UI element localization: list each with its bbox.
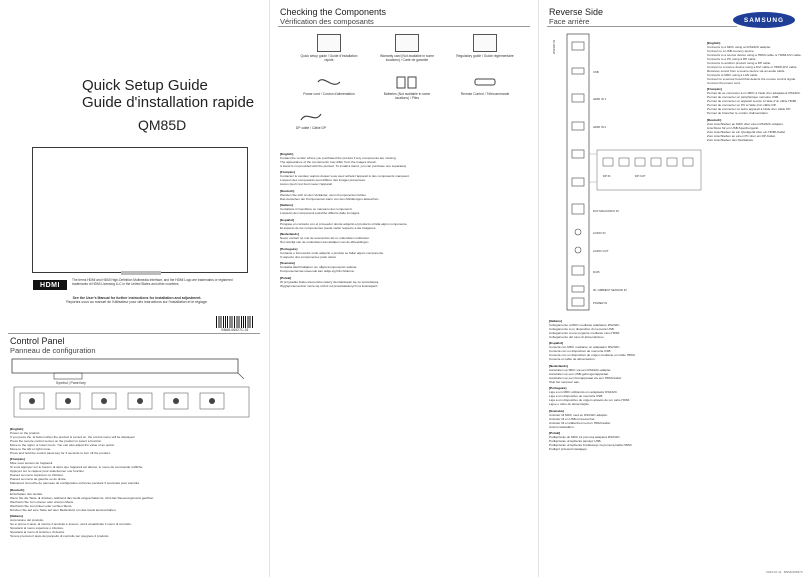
instruction-line: A stand is not provided with the product. To install a stand, you can purchase one separately. (280, 163, 407, 168)
model-name: QM85D (138, 117, 187, 133)
instruction-line: Connect the power cord. (707, 80, 741, 85)
instruction-line: Podłączanie urządzenia źródłowego za pomocą kabla HDMI. (549, 443, 633, 447)
language-heading: [Deutsch] (280, 188, 295, 193)
barcode-bars (216, 316, 254, 328)
port-label: HDMI IN 1 (593, 97, 607, 101)
instruction-line: Contact the vendor where you purchased the product if any components are missing. (280, 155, 397, 160)
component-regulatory-guide (456, 34, 514, 58)
control-panel-diagram (8, 357, 258, 423)
instruction-line: Einschalten des Geräts. (10, 491, 43, 496)
instruction-line: W przypadku braku elementów należy skontaktować się ze sprzedawcą. (280, 279, 380, 284)
components-heading (280, 7, 386, 26)
instruction-line: Zum Anschließen an einen PC über ein DP-Kabel. (707, 133, 776, 138)
components-text (280, 149, 530, 288)
instruction-line: Podłączanie urządzenia pamięci USB. (549, 439, 602, 443)
instruction-line: Wenden Sie sich an den Verkäufer, wenn Komponenten fehlen. (280, 192, 367, 197)
instruction-line: Wechseln Sie zum oberen oder unteren Menü. (10, 499, 74, 504)
instruction-line: Connects to a source device using a HDMI cable or HDMI-DVI cable. (707, 52, 802, 57)
instruction-line: Connects to MDC using a LAN cable. (707, 72, 759, 77)
language-heading: [Français] (707, 87, 722, 91)
instruction-line: O aspecto dos componentes pode variar. (280, 254, 337, 259)
language-heading: [English] (707, 40, 721, 45)
instruction-line: Passez au menu de gauche ou de droite. (10, 477, 67, 481)
section-divider (547, 26, 737, 27)
manual-notice-en: See the User's Manual for further instructions for installation and adjustment. (72, 296, 202, 300)
language-heading: [Italiano] (549, 318, 562, 323)
instruction-line: Sluit het netsnoer aan. (549, 379, 580, 384)
instruction-line: Appuyez sur le capteur pour sélectionner une fonction. (10, 469, 85, 473)
instruction-line: Liga a um dispositivo de memória USB. (549, 394, 604, 398)
port-label: HDMI IN 2 (593, 125, 607, 129)
instruction-line: Connect to a source device using a DVI cable or HDMI-DVI cable. (707, 64, 798, 69)
language-heading: [Polski] (549, 431, 561, 435)
instruction-line: Conecta con un dispositivo de memoria USB. (549, 349, 612, 353)
instruction-line: Mise sous tension de l'appareil. (10, 461, 54, 465)
instruction-line: Conecta con un dispositivo de origen mediante un cable HDMI. (549, 353, 636, 357)
instruction-line: Press the remote control sensor on the product to select a function. (10, 438, 103, 443)
instruction-line: Drücken Sie auf eine Taste auf dem Bedienfeld, um das Gerät auszuschalten. (10, 507, 117, 512)
component-power-cord (300, 74, 358, 96)
rear-ports-diagram (545, 32, 703, 312)
instruction-line: Se si preme il tasto ◄ mentre il prodotto è acceso, verrà visualizzato il menu di controllo. (10, 522, 132, 526)
control-panel-title-fr: Panneau de configuration (10, 346, 96, 355)
reverse-side-text-bottom (549, 316, 803, 451)
instruction-line: Connects to a MDC using an RS232C adapter. (707, 44, 772, 49)
component-label: Warranty card (Not available in some locations) / Carte de garantie (379, 54, 435, 62)
instruction-line: Wygląd elementów może się różnić od przedstawionych na ilustracjach. (280, 283, 379, 288)
manual-notice (22, 296, 252, 305)
language-heading: [Nederlands] (280, 232, 299, 236)
instruction-line: Das Aussehen der Komponenten kann von den Abbildungen abweichen. (280, 196, 380, 201)
instruction-line: Het uiterlijk van de onderdelen kan afwijken van de afbeeldingen. (280, 240, 370, 244)
instruction-line: Contattare il rivenditore se mancano dei componenti. (280, 207, 353, 211)
component-label: Regulatory guide / Guide réglementaire (456, 54, 514, 58)
language-heading: [Português] (549, 386, 567, 390)
components-title-en: Checking the Components (280, 7, 387, 17)
language-heading: [English] (280, 151, 294, 156)
instruction-line: Póngase en contacto con el proveedor donde adquirió el producto si falta algún componente. (280, 221, 408, 226)
instruction-line: Aansluiten op een USB-geheugenapparaat. (549, 371, 609, 376)
instruction-line: El aspecto de los componentes puede variar respecto a las imágenes. (280, 225, 377, 230)
instruction-line: Podłączanie do MDC za pomocą adaptera RS232C. (549, 435, 621, 439)
instruction-line: Zum Anschließen an MDC über einen RS232C-Adapter. (707, 121, 784, 126)
language-heading: [Español] (549, 341, 564, 345)
components-panel (269, 0, 538, 577)
cover-panel (0, 0, 268, 577)
instruction-line: Aansluiten op MDC via een RS232C-adapter. (549, 367, 612, 372)
instruction-line: Connects to another product using a DP cable. (707, 60, 772, 65)
port-label: RJ45 (593, 270, 600, 274)
port-label: DP OUT (635, 174, 646, 178)
port-label: RS232C IN (552, 39, 556, 54)
port-label: POWER IN (593, 301, 608, 305)
component-label: Power cord / Cordon d'alimentation (303, 92, 355, 96)
language-heading: [Français] (10, 457, 25, 461)
instruction-line: Zum Anschließen des Netzkabels. (707, 137, 754, 142)
instruction-line: Conecte el cable de alimentación. (549, 357, 596, 361)
language-heading: [Français] (280, 170, 295, 174)
instruction-line: Anschluss für ein USB-Speichergerät. (707, 125, 759, 130)
instruction-line: Aucun pied n'est fourni avec l'appareil. (280, 182, 333, 186)
instruction-line: Ansluter till en källenhet med en HDMI-kabel. (549, 420, 611, 425)
instruction-line: Tenere premuto il tasto del pannello di controllo per spegnere il prodotto. (10, 534, 110, 538)
instruction-line: Liga a um dispositivo de origem através de um cabo HDMI. (549, 398, 631, 402)
instruction-line: The appearance of the components may differ from the images shown. (280, 159, 377, 164)
footer-code: 2016-07-11 · BN68-06527C (766, 570, 803, 574)
port-label: USB (593, 70, 599, 74)
hdmi-logo: HDMI (33, 280, 67, 290)
brand-logo: SAMSUNG (733, 12, 795, 28)
language-heading: [Svenska] (280, 261, 295, 265)
language-heading: [Deutsch] (707, 117, 722, 122)
instruction-line: Podłącz przewód zasilający. (549, 447, 588, 451)
instruction-line: Move to the left or right menu. (10, 446, 52, 451)
instruction-line: Wechseln Sie zum linken oder rechten Menü. (10, 503, 73, 508)
components-title-fr: Vérification des composants (280, 17, 374, 26)
battery-icon (394, 74, 420, 90)
guide-title (82, 77, 254, 111)
section-divider (8, 333, 260, 334)
language-heading: [Italiano] (280, 203, 293, 207)
guide-title-en: Quick Setup Guide (82, 77, 208, 94)
instruction-line: Aansluiten op een bronapparaat via een HDMI-kabel. (549, 375, 622, 380)
instruction-line: Neem contact op met de leverancier als er onderdelen ontbreken. (280, 236, 370, 240)
cable-icon (298, 110, 324, 124)
component-label: DP cable / Câble DP (295, 126, 327, 130)
port-label: DP IN (603, 174, 611, 178)
barcode (216, 316, 254, 332)
instruction-line: Permet de se connecter à un MDC à l'aide d'un adaptateur RS232C. (707, 91, 801, 95)
instruction-line: Collegamento a un dispositivo di memoria USB. (549, 326, 615, 331)
instruction-line: Contacte o fornecedor onde adquiriu o produto se faltar algum componente. (280, 250, 385, 255)
component-label: Batteries (Not available in some locations) / Piles (383, 92, 431, 100)
instruction-line: Zum Anschließen an ein Quellgerät über ein HDMI-Kabel. (707, 129, 786, 134)
instruction-line: Permet de connecter un appareil source à l'aide d'un câble HDMI. (707, 99, 798, 103)
component-label: Remote Control / Télécommande (460, 92, 510, 96)
booklet-icon (317, 34, 341, 52)
instruction-line: Move to the upper or lower menu. You can also adjust the value of an option. (10, 442, 116, 447)
instruction-line: Permet de connecter un autre appareil à l'aide d'un câble DP. (707, 107, 791, 111)
instruction-line: Wenn Sie die Taste ◄ drücken, während das Gerät eingeschaltet ist, wird das Steuerungsmenü geöffnet. (10, 495, 154, 500)
language-heading: [Polski] (280, 275, 292, 280)
components-grid (288, 34, 528, 144)
control-panel-caption: Symbol | Panel key (56, 381, 86, 385)
display-illustration (32, 147, 248, 273)
instruction-line: L'aspetto dei componenti potrebbe differire dalle immagini. (280, 211, 360, 215)
booklet-icon (473, 34, 497, 52)
component-remote-control (456, 74, 514, 96)
remote-control-icon (472, 74, 498, 90)
reverse-side-text-right (707, 38, 805, 142)
instruction-line: Collegamento a una sorgente mediante cavo HDMI. (549, 330, 621, 335)
control-panel-heading (10, 336, 96, 355)
language-heading: [Nederlands] (549, 363, 568, 368)
instruction-line: Connect to a USB memory device. (707, 48, 755, 53)
reverse-side-panel (538, 0, 808, 577)
instruction-line: Ligue o cabo de alimentação. (549, 402, 590, 406)
component-quick-setup-guide (300, 34, 358, 62)
language-heading: [Español] (280, 217, 295, 222)
instruction-line: Permet de connecter un PC à l'aide d'un câble DP. (707, 103, 777, 107)
instruction-line: Kontakta återförsäljaren om några komponenter saknas. (280, 265, 358, 269)
control-panel-text (10, 424, 260, 538)
section-divider (278, 26, 530, 27)
instruction-line: Liga a um MDC utilizando um adaptador RS232C. (549, 390, 618, 394)
component-label: Quick setup guide / Guide d'installation rapide (300, 54, 358, 62)
instruction-line: Connects to a PC using a DP cable. (707, 56, 757, 61)
instruction-line: Contactez le vendeur auprès duquel vous avez acheté l'appareil si des composants manquent. (280, 174, 410, 178)
instruction-line: Ansluter till en USB-minnesenhet. (549, 416, 596, 421)
port-label: IR / AMBIENT SENSOR IN (593, 288, 627, 292)
instruction-line: Spostarsi al menu superiore o inferiore. (10, 526, 64, 530)
instruction-line: Maintenez la touche du panneau de configuration enfoncée pendant 3 secondes pour éteindre. (10, 481, 141, 485)
card-icon (395, 34, 419, 52)
hdmi-trademark-notice: The terms HDMI and HDMI High-Definition Multimedia Interface, and the HDMI Logo are trademarks or registered trademarks of HDMI Licensing LLC in the United States and other countries. (72, 278, 233, 286)
language-heading: [Português] (280, 246, 298, 251)
instruction-line: L'aspect des composants peut différer des images présentées. (280, 178, 366, 182)
instruction-line: Collegamento a MDC mediante adattatore RS232C. (549, 322, 621, 327)
instruction-line: Passez au menu supérieur ou inférieur. (10, 473, 64, 477)
instruction-line: Spostarsi al menu di sinistra o di destra. (10, 530, 65, 534)
display-base-illustration (121, 271, 161, 275)
language-heading: [English] (10, 426, 24, 431)
instruction-line: Permet de connecter un périphérique mémoire USB. (707, 95, 780, 99)
component-dp-cable (282, 110, 340, 130)
instruction-line: Ansluter till MDC med en RS232C-adapter. (549, 412, 608, 417)
language-heading: [Deutsch] (10, 487, 25, 492)
instruction-line: Connect to a sensor board that detects the remote control signal. (707, 76, 796, 81)
guide-title-fr: Guide d'installation rapide (82, 94, 255, 111)
port-label: AUDIO IN (593, 231, 606, 235)
language-heading: [Svenska] (549, 408, 564, 413)
instruction-line: Power on the product. (10, 430, 41, 435)
port-label: AUDIO OUT (593, 249, 609, 253)
instruction-line: Si vous appuyez sur le bouton ◄ alors que l'appareil est allumé, le menu de commande s'affiche. (10, 465, 144, 469)
barcode-text: BN68-06527C-01 (221, 328, 249, 332)
instruction-line: Komponenternas utseende kan skilja sig från bilderna. (280, 269, 355, 273)
control-panel-title-en: Control Panel (10, 336, 65, 346)
instruction-line: Conecta con MDC mediante un adaptador RS232C. (549, 345, 621, 349)
reverse-side-heading (549, 7, 603, 26)
component-warranty-card (378, 34, 436, 62)
instruction-line: If you press the ◄ button when the product is turned on, the control menu will be displayed. (10, 434, 136, 439)
power-cord-icon (316, 74, 342, 90)
instruction-line: Anslut nätsladden. (549, 424, 575, 429)
component-batteries (378, 74, 436, 100)
instruction-line: Collegamento del cavo di alimentazione. (549, 334, 605, 339)
instruction-line: Permet de brancher le cordon d'alimentation. (707, 111, 769, 115)
reverse-side-title-en: Reverse Side (549, 7, 604, 17)
instruction-line: Accensione del prodotto. (10, 518, 45, 522)
language-heading: [Italiano] (10, 514, 23, 518)
reverse-side-title-fr: Face arrière (549, 17, 590, 26)
port-label: DVI/ MAGICINFO IN (593, 209, 619, 213)
instruction-line: Receives sound from a source device via an audio cable. (707, 68, 786, 73)
instruction-line: Press and hold the control panel key for 3 seconds to turn off the product. (10, 450, 111, 455)
manual-notice-fr: Reportez-vous au manuel de l'utilisateur pour des instructions sur l'installation et le réglage. (66, 300, 208, 305)
